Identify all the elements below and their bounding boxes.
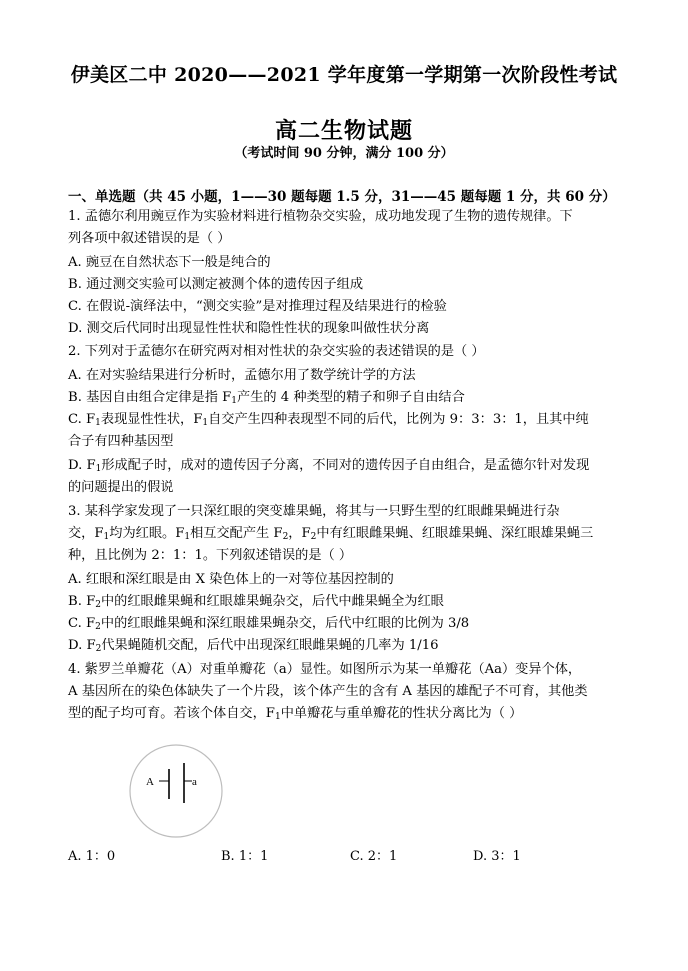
q3-option-a: A. 红眼和深红眼是由 X 染色体上的一对等位基因控制的 xyxy=(68,572,394,587)
q1-option-a: A. 豌豆在自然状态下一般是纯合的 xyxy=(68,255,271,270)
cell-outline xyxy=(130,745,222,837)
chromosome-diagram xyxy=(126,741,226,841)
q2-option-c-line2: 合子有四种基因型 xyxy=(68,434,174,449)
q3-stem-line3: 种，且比例为 2：1：1。下列叙述错误的是（ ） xyxy=(68,548,353,563)
q1-stem-line1: 1. 孟德尔利用豌豆作为实验材料进行植物杂交实验，成功地发现了生物的遗传规律。下 xyxy=(68,209,573,224)
school-exam-title: 伊美区二中 2020——2021 学年度第一学期第一次阶段性考试 xyxy=(70,64,618,86)
q2-option-a: A. 在对实验结果进行分析时，孟德尔用了数学统计学的方法 xyxy=(68,368,416,383)
q4-stem-line3: 型的配子均可育。若该个体自交，$F_1$中单瓣花与重单瓣花的性状分离比为（ ） xyxy=(68,706,523,722)
q2-option-b: B. 基因自由组合定律是指 $F_1$产生的 4 种类型的精子和卵子自由结合 xyxy=(68,390,465,406)
q1-option-d: D. 测交后代同时出现显性性状和隐性性状的现象叫做性状分离 xyxy=(68,321,430,336)
q3-option-c: C. $F_2$中的红眼雌果蝇和深红眼雄果蝇杂交，后代中红眼的比例为 3/8 xyxy=(68,616,470,632)
q3-option-b: B. $F_2$中的红眼雌果蝇和红眼雄果蝇杂交，后代中雌果蝇全为红眼 xyxy=(68,594,444,610)
q2-stem: 2. 下列对于孟德尔在研究两对相对性状的杂交实验的表述错误的是（ ） xyxy=(68,344,485,359)
q4-option-b: B. 1：1 xyxy=(221,849,269,864)
q4-stem-line2: A 基因所在的染色体缺失了一个片段，该个体产生的含有 A 基因的雄配子不可育，其他类 xyxy=(68,684,588,699)
gene-label-a: a xyxy=(192,776,197,788)
q4-option-a: A. 1：0 xyxy=(68,849,116,864)
q2-option-d: D. $F_1$形成配子时，成对的遗传因子分离，不同对的遗传因子自由组合，是孟德尔针对发现 xyxy=(68,458,590,474)
exam-time-info: （考试时间 90 分钟，满分 100 分） xyxy=(234,146,454,161)
q4-option-c: C. 2：1 xyxy=(350,849,398,864)
q1-option-b: B. 通过测交实验可以测定被测个体的遗传因子组成 xyxy=(68,277,364,292)
q3-stem-line1: 3. 某科学家发现了一只深红眼的突变雄果蝇，将其与一只野生型的红眼雌果蝇进行杂 xyxy=(68,504,560,519)
q1-stem-line2: 列各项中叙述错误的是（ ） xyxy=(68,231,231,246)
q3-option-d: D. $F_2$代果蝇随机交配，后代中出现深红眼雌果蝇的几率为 1/16 xyxy=(68,638,439,654)
gene-label-A: A xyxy=(146,776,154,788)
q1-option-c: C. 在假说-演绎法中，“测交实验”是对推理过程及结果进行的检验 xyxy=(68,299,447,314)
q4-stem-line1: 4. 紫罗兰单瓣花（A）对重单瓣花（a）显性。如图所示为某一单瓣花（Aa）变异个体， xyxy=(68,662,582,677)
q2-option-d-line2: 的问题提出的假说 xyxy=(68,480,174,495)
q3-stem-line2: 交，$F_1$均为红眼。$F_1$相互交配产生 $F_2$，$F_2$中有红眼雌果蝇、红眼雄果蝇、深红眼雄果蝇三 xyxy=(68,526,594,542)
exam-subject-title: 高二生物试题 xyxy=(274,118,413,144)
q2-option-c: C. $F_1$表现显性性状，$F_1$自交产生四种表现型不同的后代，比例为 9：3：3：1，且其中纯 xyxy=(68,412,589,428)
section-heading: 一、单选题（共 45 小题，1——30 题每题 1.5 分，31——45 题每题 1 分，共 60 分） xyxy=(68,189,616,205)
q4-option-d: D. 3：1 xyxy=(473,849,521,864)
